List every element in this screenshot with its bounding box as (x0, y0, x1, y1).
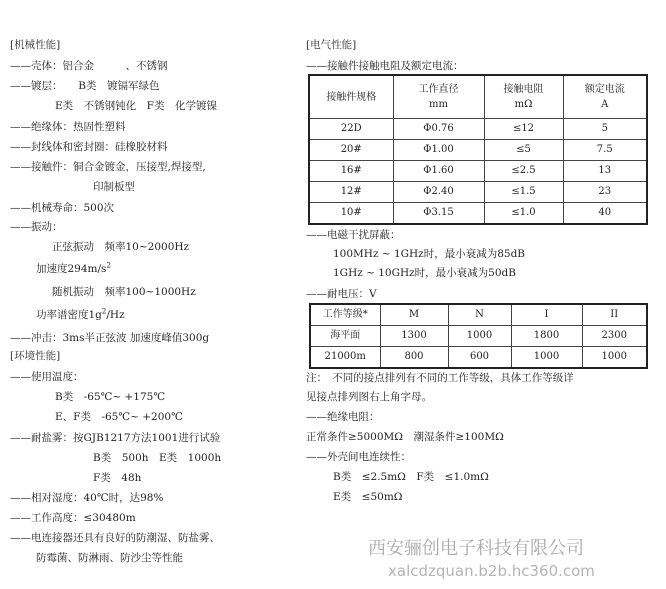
cell-diameter: Φ2.40 (393, 182, 484, 203)
cell-condition: 海平面 (310, 326, 380, 347)
cell-value: 1300 (380, 326, 448, 347)
cell-diameter: Φ3.15 (393, 203, 484, 225)
cell-current: 23 (563, 182, 647, 203)
header-current: 额定电流 A (563, 75, 647, 119)
header-resistance: 接触电阻 mΩ (484, 75, 563, 119)
temperature-title: ——使用温度： (10, 371, 84, 383)
salt-spray-f: F类 48h (93, 472, 142, 484)
emi-range-1: 100MHz ~ 1GHz时，最小衰减为85dB (333, 248, 526, 260)
cell-diameter: Φ1.60 (393, 161, 484, 182)
humidity: ——相对湿度：40℃时，达98% (10, 492, 164, 504)
env-section-title: [环境性能] (10, 350, 61, 362)
cell-value: 1000 (511, 347, 582, 369)
table-header-row (309, 75, 647, 119)
cell-spec: 22D (309, 119, 393, 140)
shell-continuity-bf: B类 ≤2.5mΩ F类 ≤1.0mΩ (333, 471, 489, 483)
cell-current: 13 (563, 161, 647, 182)
emi-range-2: 1GHz ~ 10GHz时，最小衰减为50dB (333, 267, 516, 279)
withstand-voltage-table (309, 303, 648, 369)
insulation-title: ——绝缘电阻： (306, 411, 380, 423)
salt-spray: ——耐盐雾：按GJB1217方法1001进行试验 (10, 432, 221, 444)
watermark-url: xalcdzquan.b2b.hc360.com (388, 562, 595, 580)
cell-spec: 20# (309, 140, 393, 161)
header-level: 工作等级* (310, 304, 380, 326)
shock: ——冲击：3ms半正弦波 加速度峰值300g (10, 332, 210, 344)
shell-continuity-e: E类 ≤50mΩ (333, 491, 403, 503)
insulation-values: 正常条件≥5000MΩ 潮湿条件≥100MΩ (306, 431, 504, 443)
header-diameter: 工作直径 mm (393, 75, 484, 119)
cell-value: 2300 (582, 326, 647, 347)
plating-b: ——镀层： B类 镀镉军绿色 (10, 80, 160, 92)
insulator-material: ——绝缘体：热固性塑料 (10, 121, 126, 133)
table-row (310, 347, 647, 369)
cell-spec: 10# (309, 203, 393, 225)
note-line-2: 见接点排列图右上角字母。 (306, 391, 432, 403)
power-spectral-density: 功率谱密度$1g^2/Hz$ (36, 307, 125, 321)
emi-title: ——电磁干扰屏蔽： (306, 229, 401, 241)
random-vibration: 随机振动 频率100~1000Hz (52, 286, 196, 298)
cell-spec: 12# (309, 182, 393, 203)
table-row (309, 161, 647, 182)
header-n: N (448, 304, 511, 326)
cell-resistance: ≤1.5 (484, 182, 563, 203)
acceleration: 加速度$294m/s^2$ (36, 261, 111, 275)
cell-diameter: Φ0.76 (393, 119, 484, 140)
vibration-title: ——振动： (10, 221, 63, 233)
cell-current: 40 (563, 203, 647, 225)
extra-features: ——电连接器还具有良好的防潮湿、防盐雾、 (10, 532, 220, 544)
plating-ef: E类 不锈钢钝化 F类 化学镀镍 (55, 100, 217, 112)
table-row (309, 203, 647, 225)
cell-current: 7.5 (563, 140, 647, 161)
elec-section-title: [电气性能] (306, 39, 357, 51)
table-row (309, 140, 647, 161)
shell-material: ——壳体：铝合金 、不锈钢 (10, 60, 168, 72)
cell-resistance: ≤12 (484, 119, 563, 140)
cell-resistance: ≤5 (484, 140, 563, 161)
cell-value: 1000 (448, 326, 511, 347)
header-m: M (380, 304, 448, 326)
contact-material: ——接触件：铜合金镀金，压接型,焊接型, (10, 161, 206, 173)
cell-condition: 21000m (310, 347, 380, 369)
cell-value: 800 (380, 347, 448, 369)
cell-current: 5 (563, 119, 647, 140)
sine-vibration: 正弦振动 频率10~2000Hz (52, 241, 190, 253)
header-ii: II (582, 304, 647, 326)
cell-spec: 16# (309, 161, 393, 182)
cell-value: 1800 (511, 326, 582, 347)
table-row (309, 182, 647, 203)
table-row (309, 119, 647, 140)
contact-resistance-title: ——接触件接触电阻及额定电流： (306, 60, 464, 72)
note-line-1: 注： 不同的接点排列有不同的工作等级，具体工作等级详 (306, 372, 574, 384)
mech-section-title: [机械性能] (10, 39, 61, 51)
seal-material: ——封线体和密封圈：硅橡胶材料 (10, 141, 168, 153)
temperature-ef: E、F类 -65℃~ +200℃ (55, 411, 183, 423)
cell-resistance: ≤1.0 (484, 203, 563, 225)
cell-value: 1000 (582, 347, 647, 369)
cell-value: 600 (448, 347, 511, 369)
header-i: I (511, 304, 582, 326)
shell-continuity-title: ——外壳间电连续性： (306, 451, 411, 463)
cell-resistance: ≤2.5 (484, 161, 563, 182)
mechanical-life: ——机械寿命：500次 (10, 202, 115, 214)
salt-spray-be: B类 500h E类 1000h (93, 452, 222, 464)
voltage-title: ——耐电压：V (306, 288, 377, 300)
watermark-company: 西安骊创电子科技有限公司 (368, 538, 584, 559)
contact-resistance-table (308, 74, 648, 225)
header-spec: 接触件规格 (309, 75, 393, 119)
cell-diameter: Φ1.00 (393, 140, 484, 161)
extra-features-cont: 防霉菌、防淋雨、防沙尘等性能 (36, 552, 183, 564)
table-header-row (310, 304, 647, 326)
table-row (310, 326, 647, 347)
contact-material-cont: 印制板型 (93, 181, 135, 193)
temperature-b: B类 -65℃~ +175℃ (55, 391, 166, 403)
altitude: ——工作高度：≤30480m (10, 512, 136, 524)
